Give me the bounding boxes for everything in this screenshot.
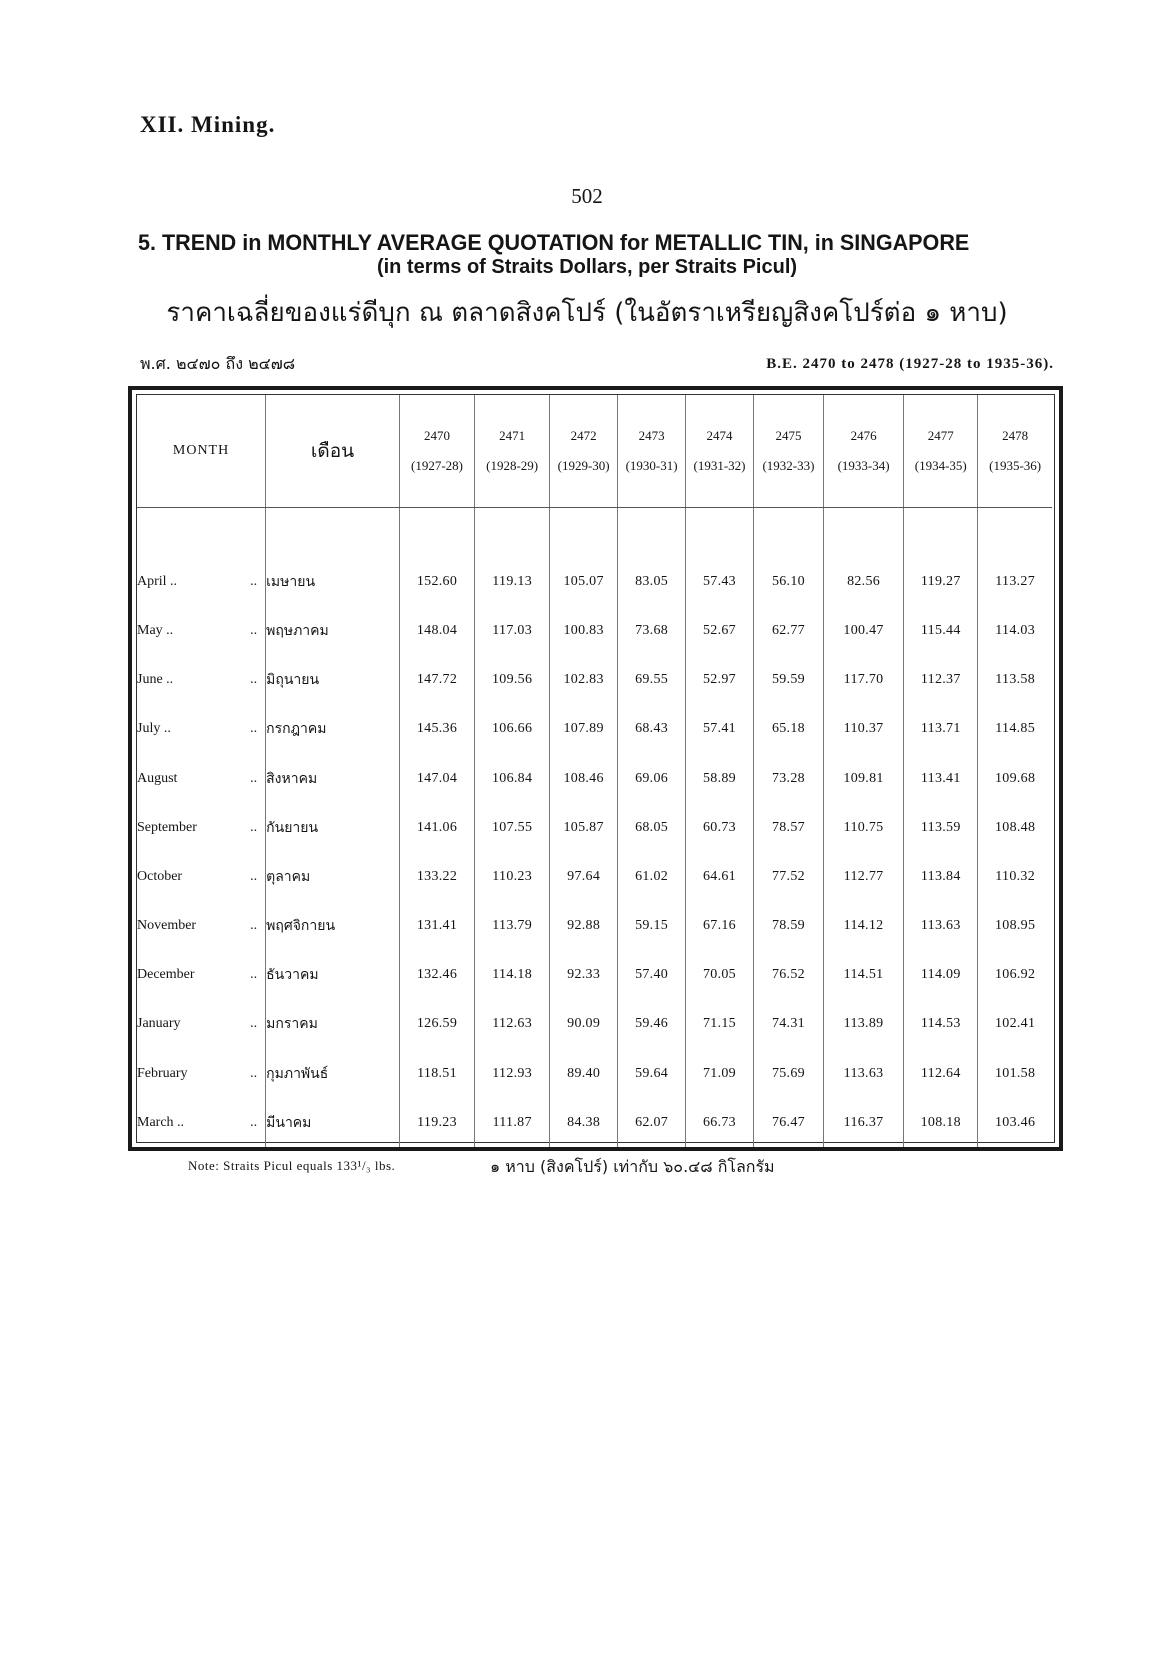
month-cell	[137, 951, 266, 1000]
price-cell: 116.37	[823, 1098, 903, 1147]
price-cell: 97.64	[550, 852, 618, 901]
price-cell: 147.72	[399, 656, 474, 705]
price-cell: 76.52	[753, 951, 823, 1000]
table-row	[137, 754, 1052, 803]
leader-dots: ..	[250, 672, 258, 688]
price-cell: 73.28	[753, 754, 823, 803]
thai-month-cell: สิงหาคม	[266, 754, 400, 803]
price-cell: 100.47	[823, 606, 903, 655]
price-cell: 83.05	[618, 557, 686, 606]
month-cell	[137, 852, 266, 901]
price-cell: 56.10	[753, 557, 823, 606]
price-cell: 71.15	[686, 1000, 754, 1049]
price-cell: 108.46	[550, 754, 618, 803]
price-cell: 112.64	[904, 1049, 978, 1098]
price-cell: 57.40	[618, 951, 686, 1000]
year-be: 2473	[638, 428, 665, 443]
price-cell: 106.66	[475, 705, 550, 754]
price-cell: 77.52	[753, 852, 823, 901]
price-cell: 112.77	[823, 852, 903, 901]
price-cell: 114.51	[823, 951, 903, 1000]
month-name: July ..	[137, 721, 171, 737]
leader-dots: ..	[250, 1114, 258, 1130]
thai-month-cell: ตุลาคม	[266, 852, 400, 901]
price-cell: 145.36	[399, 705, 474, 754]
price-cell: 113.63	[823, 1049, 903, 1098]
price-cell: 110.37	[823, 705, 903, 754]
table-subtitle: (in terms of Straits Dollars, per Straits Picul)	[376, 256, 798, 278]
thai-month-cell: เมษายน	[266, 557, 400, 606]
year-header	[399, 395, 474, 508]
year-ce: (1930-31)	[625, 458, 678, 473]
price-cell: 113.58	[978, 656, 1052, 705]
price-cell: 119.13	[475, 557, 550, 606]
thai-month-cell: กรกฎาคม	[266, 705, 400, 754]
price-cell: 119.23	[399, 1098, 474, 1147]
price-cell: 57.43	[686, 557, 754, 606]
period-thai: พ.ศ. ๒๔๗๐ ถึง ๒๔๗๘	[140, 354, 296, 373]
price-cell: 92.33	[550, 951, 618, 1000]
price-cell: 52.97	[686, 656, 754, 705]
price-cell: 115.44	[904, 606, 978, 655]
table-body	[137, 508, 1052, 1148]
year-ce: (1935-36)	[989, 458, 1042, 473]
price-cell: 75.69	[753, 1049, 823, 1098]
leader-dots: ..	[250, 721, 258, 737]
leader-dots: ..	[250, 622, 258, 638]
month-name: December	[137, 967, 195, 983]
year-header	[753, 395, 823, 508]
month-name: November	[137, 918, 197, 934]
price-cell: 59.59	[753, 656, 823, 705]
price-cell: 57.41	[686, 705, 754, 754]
price-cell: 60.73	[686, 803, 754, 852]
period-english: B.E. 2470 to 2478 (1927-28 to 1935-36).	[766, 356, 1054, 372]
price-cell: 105.87	[550, 803, 618, 852]
year-header	[618, 395, 686, 508]
price-cell: 102.83	[550, 656, 618, 705]
thai-month-cell: พฤษภาคม	[266, 606, 400, 655]
month-name: January	[137, 1016, 181, 1032]
month-cell	[137, 606, 266, 655]
table-row	[137, 656, 1052, 705]
price-cell: 62.77	[753, 606, 823, 655]
thai-month-cell: พฤศจิกายน	[266, 902, 400, 951]
price-cell: 58.89	[686, 754, 754, 803]
thai-month-cell: มกราคม	[266, 1000, 400, 1049]
price-cell: 59.64	[618, 1049, 686, 1098]
price-cell: 107.55	[475, 803, 550, 852]
month-name: September	[137, 819, 197, 835]
leader-dots: ..	[250, 770, 258, 786]
price-cell: 118.51	[399, 1049, 474, 1098]
thai-month-cell: กุมภาพันธ์	[266, 1049, 400, 1098]
thai-month-cell: มิถุนายน	[266, 656, 400, 705]
section-heading: XII. Mining.	[140, 112, 276, 137]
thai-month-cell: กันยายน	[266, 803, 400, 852]
leader-dots: ..	[250, 1016, 258, 1032]
month-cell	[137, 1049, 266, 1098]
month-name: May ..	[137, 622, 174, 638]
thai-month-cell: ธันวาคม	[266, 951, 400, 1000]
price-cell: 126.59	[399, 1000, 474, 1049]
price-cell: 110.23	[475, 852, 550, 901]
year-ce: (1933-34)	[837, 458, 890, 473]
month-name: February	[137, 1065, 188, 1081]
month-cell	[137, 705, 266, 754]
leader-dots: ..	[250, 819, 258, 835]
year-ce: (1932-33)	[762, 458, 815, 473]
month-cell	[137, 1000, 266, 1049]
year-ce: (1934-35)	[914, 458, 967, 473]
price-cell: 112.93	[475, 1049, 550, 1098]
year-header	[904, 395, 978, 508]
month-header: MONTH	[137, 395, 266, 508]
table-row	[137, 606, 1052, 655]
year-be: 2478	[1002, 428, 1029, 443]
price-cell: 114.18	[475, 951, 550, 1000]
year-be: 2474	[706, 428, 733, 443]
table-row	[137, 951, 1052, 1000]
price-cell: 103.46	[978, 1098, 1052, 1147]
price-cell: 113.63	[904, 902, 978, 951]
price-cell: 109.56	[475, 656, 550, 705]
spacer-row	[137, 508, 1052, 558]
month-name: October	[137, 868, 183, 884]
price-cell: 152.60	[399, 557, 474, 606]
footnote-english: Note: Straits Picul equals 133¹/₃ lbs.	[188, 1158, 396, 1173]
header-row	[137, 395, 1052, 508]
price-cell: 114.03	[978, 606, 1052, 655]
price-cell: 106.84	[475, 754, 550, 803]
price-cell: 61.02	[618, 852, 686, 901]
year-ce: (1931-32)	[693, 458, 746, 473]
thai-month-header: เดือน	[266, 395, 400, 508]
price-cell: 67.16	[686, 902, 754, 951]
price-cell: 82.56	[823, 557, 903, 606]
price-cell: 62.07	[618, 1098, 686, 1147]
price-cell: 105.07	[550, 557, 618, 606]
price-cell: 114.53	[904, 1000, 978, 1049]
month-cell	[137, 656, 266, 705]
table-title: 5. TREND in MONTHLY AVERAGE QUOTATION for METALLIC TIN, in SINGAPORE	[138, 230, 970, 255]
price-cell: 66.73	[686, 1098, 754, 1147]
leader-dots: ..	[250, 967, 258, 983]
price-cell: 90.09	[550, 1000, 618, 1049]
month-cell	[137, 902, 266, 951]
year-be: 2471	[499, 428, 526, 443]
month-cell	[137, 1098, 266, 1147]
table-row	[137, 557, 1052, 606]
month-cell	[137, 557, 266, 606]
table-title-thai: ราคาเฉลี่ยของแร่ดีบุก ณ ตลาดสิงคโปร์ (ในอัตราเหรียญสิงคโปร์ต่อ ๑ หาบ)	[166, 298, 1008, 328]
price-cell: 109.81	[823, 754, 903, 803]
price-cell: 113.41	[904, 754, 978, 803]
year-header	[686, 395, 754, 508]
year-ce: (1929-30)	[557, 458, 610, 473]
price-cell: 74.31	[753, 1000, 823, 1049]
price-cell: 112.37	[904, 656, 978, 705]
price-cell: 114.85	[978, 705, 1052, 754]
price-cell: 108.95	[978, 902, 1052, 951]
price-cell: 52.67	[686, 606, 754, 655]
price-cell: 78.57	[753, 803, 823, 852]
price-cell: 100.83	[550, 606, 618, 655]
price-cell: 106.92	[978, 951, 1052, 1000]
table-row	[137, 902, 1052, 951]
month-name: April ..	[137, 573, 178, 589]
thai-month-cell: มีนาคม	[266, 1098, 400, 1147]
price-cell: 59.46	[618, 1000, 686, 1049]
price-cell: 64.61	[686, 852, 754, 901]
price-cell: 148.04	[399, 606, 474, 655]
table-row	[137, 1049, 1052, 1098]
price-cell: 71.09	[686, 1049, 754, 1098]
page-number: 502	[571, 184, 603, 208]
year-be: 2477	[927, 428, 954, 443]
table-row	[137, 852, 1052, 901]
price-cell: 110.32	[978, 852, 1052, 901]
leader-dots: ..	[250, 1065, 258, 1081]
price-cell: 113.79	[475, 902, 550, 951]
price-cell: 107.89	[550, 705, 618, 754]
price-cell: 68.43	[618, 705, 686, 754]
price-cell: 84.38	[550, 1098, 618, 1147]
month-name: August	[137, 770, 178, 786]
price-cell: 112.63	[475, 1000, 550, 1049]
table-row	[137, 1098, 1052, 1147]
price-cell: 133.22	[399, 852, 474, 901]
price-cell: 131.41	[399, 902, 474, 951]
price-cell: 119.27	[904, 557, 978, 606]
year-ce: (1928-29)	[486, 458, 539, 473]
price-cell: 108.48	[978, 803, 1052, 852]
price-cell: 113.59	[904, 803, 978, 852]
price-cell: 68.05	[618, 803, 686, 852]
year-header	[550, 395, 618, 508]
price-cell: 65.18	[753, 705, 823, 754]
price-cell: 69.55	[618, 656, 686, 705]
year-ce: (1927-28)	[411, 458, 463, 473]
price-cell: 110.75	[823, 803, 903, 852]
year-be: 2476	[850, 428, 877, 443]
price-cell: 108.18	[904, 1098, 978, 1147]
price-cell: 117.03	[475, 606, 550, 655]
price-cell: 113.71	[904, 705, 978, 754]
month-name: March ..	[137, 1114, 185, 1130]
price-cell: 69.06	[618, 754, 686, 803]
price-cell: 101.58	[978, 1049, 1052, 1098]
price-cell: 92.88	[550, 902, 618, 951]
leader-dots: ..	[250, 868, 258, 884]
price-cell: 114.12	[823, 902, 903, 951]
month-cell	[137, 754, 266, 803]
price-cell: 114.09	[904, 951, 978, 1000]
price-cell: 73.68	[618, 606, 686, 655]
table-row	[137, 705, 1052, 754]
price-cell: 76.47	[753, 1098, 823, 1147]
price-cell: 113.84	[904, 852, 978, 901]
year-be: 2472	[570, 428, 597, 443]
price-cell: 102.41	[978, 1000, 1052, 1049]
footnote-thai: ๑ หาบ (สิงคโปร์) เท่ากับ ๖๐.๔๘ กิโลกรัม	[490, 1157, 775, 1176]
year-be: 2475	[775, 428, 802, 443]
price-cell: 111.87	[475, 1098, 550, 1147]
price-cell: 132.46	[399, 951, 474, 1000]
price-cell: 147.04	[399, 754, 474, 803]
price-cell: 78.59	[753, 902, 823, 951]
table-frame	[128, 386, 1063, 1151]
price-cell: 70.05	[686, 951, 754, 1000]
price-cell: 117.70	[823, 656, 903, 705]
price-cell: 113.89	[823, 1000, 903, 1049]
price-cell: 109.68	[978, 754, 1052, 803]
year-header	[823, 395, 903, 508]
leader-dots: ..	[250, 918, 258, 934]
year-header	[978, 395, 1052, 508]
year-be: 2470	[424, 428, 450, 443]
price-cell: 89.40	[550, 1049, 618, 1098]
price-cell: 59.15	[618, 902, 686, 951]
leader-dots: ..	[250, 573, 258, 589]
tin-price-table	[137, 395, 1052, 1147]
year-header	[475, 395, 550, 508]
table-row	[137, 1000, 1052, 1049]
table-row	[137, 803, 1052, 852]
price-cell: 113.27	[978, 557, 1052, 606]
month-name: June ..	[137, 672, 174, 688]
price-cell: 141.06	[399, 803, 474, 852]
month-cell	[137, 803, 266, 852]
